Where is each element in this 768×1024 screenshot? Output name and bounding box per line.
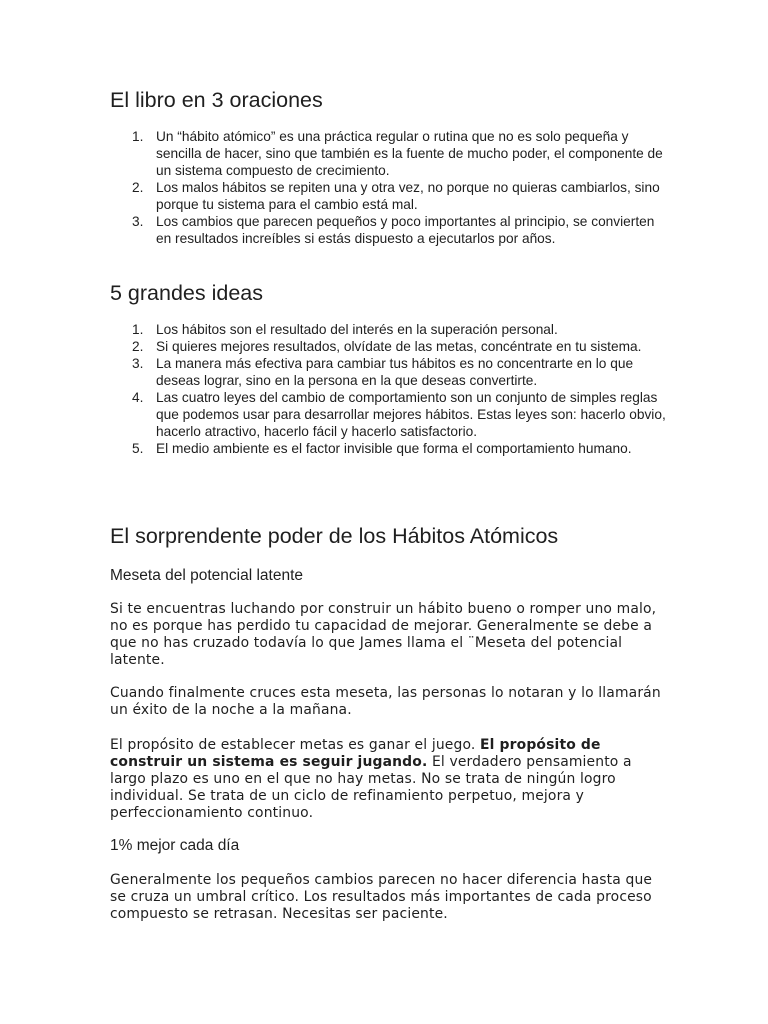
list-number: 2. <box>132 339 144 354</box>
list-item <box>110 213 670 247</box>
list-item <box>110 321 670 338</box>
list-item <box>110 355 670 389</box>
bold-text: El propósito de construir un sistema es seguir jugando. <box>110 737 601 770</box>
list-number: 5. <box>132 441 144 456</box>
list-item-text: Si quieres mejores resultados, olvídate de las metas, concéntrate en tu sistema. <box>156 339 642 354</box>
list-number: 1. <box>132 129 144 144</box>
summary-list <box>110 128 670 247</box>
list-item-text: Los cambios que parecen pequeños y poco importantes al principio, se convierten en resultados increíbles si estás dispuesto a ejecutarlos por años. <box>156 214 655 246</box>
list-item-text: El medio ambiente es el factor invisible que forma el comportamiento humano. <box>156 441 632 456</box>
list-item-text: Los malos hábitos se repiten una y otra vez, no porque no quieras cambiarlos, sino porque tu sistema para el cambio está mal. <box>156 180 660 212</box>
list-item <box>110 179 670 213</box>
list-number: 3. <box>132 356 144 371</box>
paragraph <box>110 737 670 822</box>
list-number: 4. <box>132 390 144 405</box>
section-title-power: El sorprendente poder de los Hábitos Atómicos <box>110 524 559 548</box>
paragraph-text: El verdadero pensamiento a largo plazo es uno en el que no hay metas. No se trata de ningún logro individual. Se trata de un ciclo de refinamiento perpetuo, mejora y perfeccionamiento continuo. <box>110 754 632 821</box>
list-item-text: Las cuatro leyes del cambio de comportamiento son un conjunto de simples reglas que podemos usar para desarrollar mejores hábitos. Estas leyes son: hacerlo obvio, hacerlo atractivo, hacerlo fácil y hacerlo satisfactorio. <box>156 390 666 439</box>
ideas-list <box>110 321 670 457</box>
list-item <box>110 389 670 440</box>
subsection-title-one-percent: 1% mejor cada día <box>110 837 240 854</box>
section-title-ideas: 5 grandes ideas <box>110 281 263 305</box>
paragraph: Generalmente los pequeños cambios parecen no hacer diferencia hasta que se cruza un umbral crítico. Los resultados más importantes de cada proceso compuesto se retrasan. Necesitas ser paciente. <box>110 872 653 922</box>
list-item <box>110 440 670 457</box>
paragraph: Si te encuentras luchando por construir un hábito bueno o romper uno malo, no es porque has perdido tu capacidad de mejorar. Generalmente se debe a que no has cruzado todavía lo que James llama el ¨Meseta del potencial latente. <box>110 601 657 668</box>
list-number: 2. <box>132 180 144 195</box>
section-title-summary: El libro en 3 oraciones <box>110 88 323 112</box>
list-number: 1. <box>132 322 144 337</box>
list-item-text: Los hábitos son el resultado del interés en la superación personal. <box>156 322 558 337</box>
paragraph-text: El propósito de establecer metas es ganar el juego. <box>110 737 480 753</box>
list-number: 3. <box>132 214 144 229</box>
list-item <box>110 128 670 179</box>
paragraph: Cuando finalmente cruces esta meseta, las personas lo notaran y lo llamarán un éxito de la noche a la mañana. <box>110 685 661 718</box>
list-item-text: Un “hábito atómico” es una práctica regular o rutina que no es solo pequeña y sencilla de hacer, sino que también es la fuente de mucho poder, el componente de un sistema compuesto de crecimiento. <box>156 129 663 178</box>
subsection-title-plateau: Meseta del potencial latente <box>110 567 304 584</box>
list-item-text: La manera más efectiva para cambiar tus hábitos es no concentrarte en lo que deseas lograr, sino en la persona en la que deseas convertirte. <box>156 356 634 388</box>
list-item <box>110 338 670 355</box>
